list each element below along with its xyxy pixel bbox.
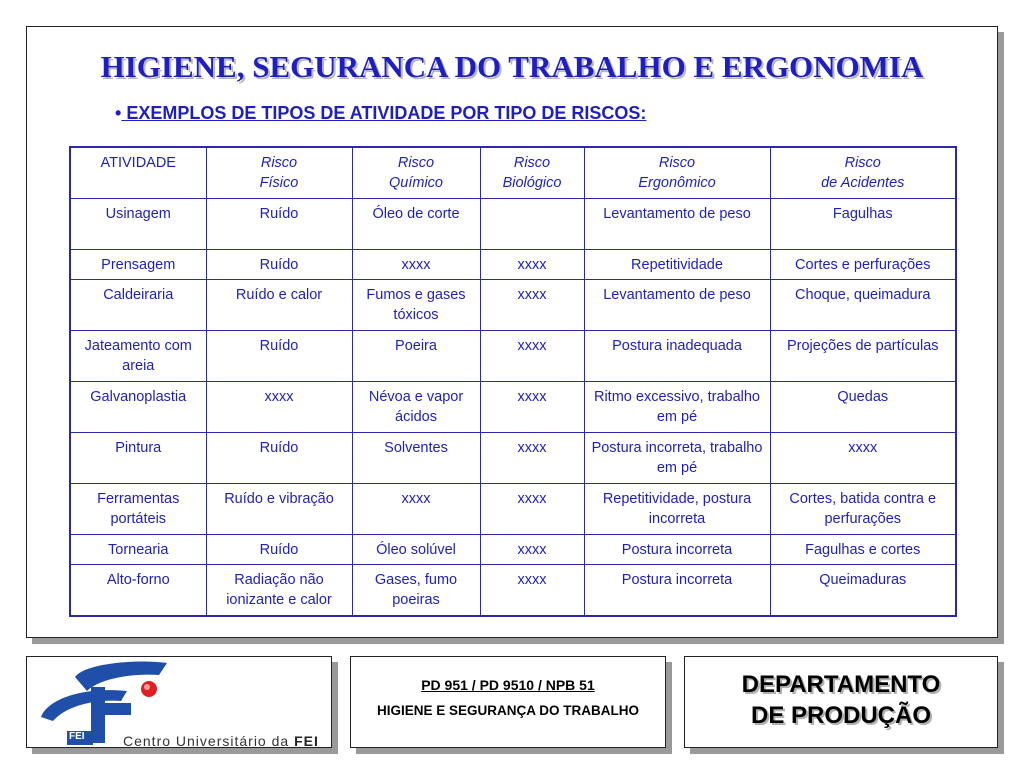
table-cell: Óleo de corte: [352, 199, 480, 250]
header-cell-4: [584, 147, 770, 199]
table-header-row: [70, 147, 956, 199]
header-cell-2: [352, 147, 480, 199]
table-row: [70, 433, 956, 484]
course-name: HIGIENE E SEGURANÇA DO TRABALHO: [376, 703, 639, 718]
fei-badge-text: FEI: [69, 731, 85, 742]
header-text: Risco: [658, 155, 696, 171]
subtitle-text: EXEMPLOS DE TIPOS DE ATIVIDADE POR TIPO DE RISCOS:: [121, 103, 647, 123]
logo-text-prefix: Centro Universitário da: [123, 733, 295, 748]
table-cell: Ruído e calor: [206, 280, 352, 331]
table-cell: xxxx: [480, 565, 584, 617]
slide-title: HIGIENE, SEGURANCA DO TRABALHO E ERGONOMIA: [100, 49, 924, 84]
header-cell-3: [480, 147, 584, 199]
table-cell: Ruído: [206, 433, 352, 484]
fei-logo-text: [123, 733, 319, 748]
table-cell: Ritmo excessivo, trabalho em pé: [584, 382, 770, 433]
department-line2: DE PRODUÇÃO: [750, 702, 931, 729]
table-cell: Cortes, batida contra e perfurações: [770, 484, 956, 535]
table-cell: Tornearia: [70, 535, 206, 565]
table-cell: Ruído: [206, 535, 352, 565]
header-cell-5: [770, 147, 956, 199]
table-cell: Postura incorreta, trabalho em pé: [584, 433, 770, 484]
table-cell: Fagulhas: [770, 199, 956, 250]
table-row: [70, 565, 956, 617]
table-cell: Quedas: [770, 382, 956, 433]
table-cell: Usinagem: [70, 199, 206, 250]
header-text: Risco: [397, 155, 435, 171]
header-text: ATIVIDADE: [100, 155, 176, 171]
table-row: [70, 280, 956, 331]
table-cell: Fagulhas e cortes: [770, 535, 956, 565]
table-row: [70, 199, 956, 250]
table-cell: Queimaduras: [770, 565, 956, 617]
table-cell: xxxx: [480, 280, 584, 331]
fei-logo-panel: [26, 656, 332, 748]
course-code: PD 951 / PD 9510 / NPB 51: [421, 677, 595, 693]
table-cell: Cortes e perfurações: [770, 250, 956, 280]
risk-table: [69, 146, 957, 617]
table-row: [70, 250, 956, 280]
table-cell: Ruído e vibração: [206, 484, 352, 535]
course-panel: [350, 656, 666, 748]
table-cell: Postura inadequada: [584, 331, 770, 382]
table-row: [70, 535, 956, 565]
department-name: [685, 669, 997, 731]
table-cell: Ferramentas portáteis: [70, 484, 206, 535]
table-cell: xxxx: [480, 250, 584, 280]
table-cell: xxxx: [480, 433, 584, 484]
table-cell: Solventes: [352, 433, 480, 484]
department-panel: [684, 656, 998, 748]
header-text: Químico: [389, 175, 443, 191]
table-cell: xxxx: [352, 484, 480, 535]
header-text: de Acidentes: [821, 175, 905, 191]
table-cell: xxxx: [206, 382, 352, 433]
table-cell: Choque, queimadura: [770, 280, 956, 331]
table-cell: Caldeiraria: [70, 280, 206, 331]
table-cell: Poeira: [352, 331, 480, 382]
table-cell: Radiação não ionizante e calor: [206, 565, 352, 617]
table-row: [70, 331, 956, 382]
logo-text-bold: FEI: [294, 733, 319, 748]
table-cell: Postura incorreta: [584, 535, 770, 565]
table-cell: Levantamento de peso: [584, 199, 770, 250]
table-cell: xxxx: [770, 433, 956, 484]
table-cell: Ruído: [206, 250, 352, 280]
table-cell: xxxx: [480, 331, 584, 382]
table-cell: xxxx: [480, 382, 584, 433]
table-cell: Ruído: [206, 199, 352, 250]
slide-panel: [26, 26, 998, 638]
table-cell: xxxx: [480, 484, 584, 535]
table-row: [70, 484, 956, 535]
table-cell: Ruído: [206, 331, 352, 382]
table-cell: Óleo solúvel: [352, 535, 480, 565]
table-cell: Postura incorreta: [584, 565, 770, 617]
header-text: Físico: [259, 175, 299, 191]
table-cell: xxxx: [480, 535, 584, 565]
header-text: Risco: [513, 155, 551, 171]
table-cell: Repetitividade, postura incorreta: [584, 484, 770, 535]
header-text: Risco: [260, 155, 298, 171]
header-cell-0: [70, 147, 206, 199]
table-cell: Levantamento de peso: [584, 280, 770, 331]
table-cell: Repetitividade: [584, 250, 770, 280]
table-cell: Fumos e gases tóxicos: [352, 280, 480, 331]
bullet: •: [115, 103, 122, 123]
table-cell: [480, 199, 584, 250]
header-text: Risco: [844, 155, 881, 171]
table-cell: Prensagem: [70, 250, 206, 280]
table-cell: Alto-forno: [70, 565, 206, 617]
slide-subtitle: [115, 103, 646, 124]
table-cell: Gases, fumo poeiras: [352, 565, 480, 617]
header-text: Ergonômico: [638, 175, 716, 191]
table-cell: Jateamento com areia: [70, 331, 206, 382]
table-cell: Pintura: [70, 433, 206, 484]
table-body: [70, 199, 956, 617]
header-text: Biológico: [502, 175, 562, 191]
table-row: [70, 382, 956, 433]
table-cell: Projeções de partículas: [770, 331, 956, 382]
table-cell: Galvanoplastia: [70, 382, 206, 433]
table-cell: Névoa e vapor ácidos: [352, 382, 480, 433]
table-cell: xxxx: [352, 250, 480, 280]
header-cell-1: [206, 147, 352, 199]
department-line1: DEPARTAMENTO: [741, 671, 941, 698]
